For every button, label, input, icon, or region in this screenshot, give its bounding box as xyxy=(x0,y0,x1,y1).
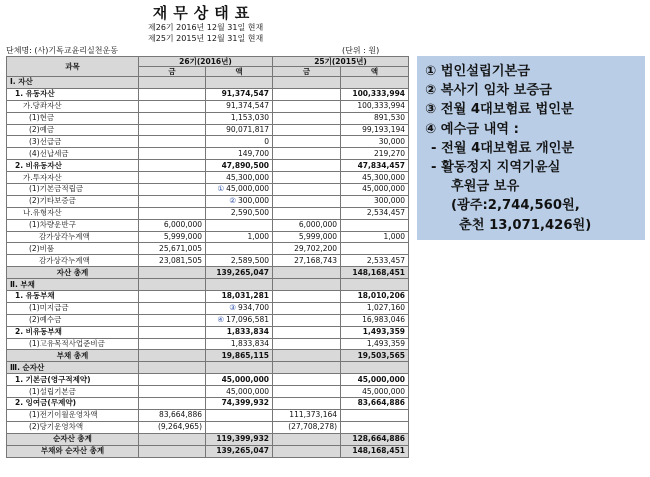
current-amount: 2,590,500 xyxy=(206,207,273,219)
current-sub-amount xyxy=(139,302,206,314)
row-label: 부채와 순자산 총계 xyxy=(7,445,139,457)
col-subject-header: 과목 xyxy=(7,57,139,77)
current-amount: 91,374,547 xyxy=(206,100,273,112)
table-row xyxy=(7,243,409,255)
prior-sub-amount xyxy=(273,88,341,100)
prior-sub-amount xyxy=(273,100,341,112)
prior-amount: 100,333,994 xyxy=(341,88,409,100)
row-label: 가.당좌자산 xyxy=(7,100,139,112)
note-line: - 활동정지 지역기윤실 xyxy=(431,160,561,176)
current-sub-amount xyxy=(139,362,206,374)
statement-title: 재무상태표 xyxy=(152,4,256,22)
prior-amount xyxy=(341,77,409,89)
prior-sub-amount xyxy=(273,77,341,89)
prior-amount: 19,503,565 xyxy=(341,350,409,362)
balance-sheet-table xyxy=(6,56,409,458)
note-marker: ② xyxy=(229,196,236,206)
table-row xyxy=(7,279,409,291)
current-amount xyxy=(206,409,273,421)
row-label: (1)전기이월운영차액 xyxy=(7,409,139,421)
current-amount: 45,000,000 xyxy=(206,374,273,386)
prior-amount: 128,664,886 xyxy=(341,433,409,445)
table-row xyxy=(7,445,409,457)
current-sub-amount xyxy=(139,433,206,445)
table-row xyxy=(7,184,409,196)
prior-sub-amount xyxy=(273,338,341,350)
prior-sub-amount xyxy=(273,302,341,314)
current-sub-amount: 83,664,886 xyxy=(139,409,206,421)
table-row xyxy=(7,172,409,184)
table-row xyxy=(7,231,409,243)
current-amount: 1,833,834 xyxy=(206,326,273,338)
current-amount: 149,700 xyxy=(206,148,273,160)
prior-sub-amount xyxy=(273,267,341,279)
current-sub-amount: 25,671,005 xyxy=(139,243,206,255)
current-sub-amount: (9,264,965) xyxy=(139,421,206,433)
current-amount xyxy=(206,279,273,291)
table-row xyxy=(7,255,409,267)
current-amount: 1,000 xyxy=(206,231,273,243)
current-sub-amount xyxy=(139,100,206,112)
entity-name: 단체명: (사)기독교윤리실천운동 xyxy=(6,46,118,55)
row-label: Ⅱ. 부채 xyxy=(7,279,139,291)
prior-amount: 16,983,046 xyxy=(341,314,409,326)
row-label: (1)고유목적사업준비금 xyxy=(7,338,139,350)
current-amount: 2,589,500 xyxy=(206,255,273,267)
prior-amount: 30,000 xyxy=(341,136,409,148)
prior-sub-amount: 27,168,743 xyxy=(273,255,341,267)
row-label: Ⅲ. 순자산 xyxy=(7,362,139,374)
period-prior: 제25기 2015년 12월 31일 현재 xyxy=(148,34,264,43)
current-sub-amount xyxy=(139,88,206,100)
table-row xyxy=(7,112,409,124)
note-line: 후원금 보유 xyxy=(451,179,520,195)
col-prior-header: 25기(2015년) xyxy=(273,57,409,67)
current-sub-amount: 6,000,000 xyxy=(139,219,206,231)
prior-sub-amount xyxy=(273,350,341,362)
prior-sub-amount xyxy=(273,207,341,219)
row-label: 가.투자자산 xyxy=(7,172,139,184)
row-label: (2)비품 xyxy=(7,243,139,255)
current-sub-amount xyxy=(139,374,206,386)
prior-amount: 1,000 xyxy=(341,231,409,243)
prior-sub-amount: 5,999,000 xyxy=(273,231,341,243)
note-line: - 전월 4대보험료 개인분 xyxy=(431,140,575,156)
col-current-sub-right: 액 xyxy=(206,67,273,77)
current-sub-amount xyxy=(139,398,206,410)
prior-amount: 891,530 xyxy=(341,112,409,124)
table-row xyxy=(7,302,409,314)
current-sub-amount xyxy=(139,124,206,136)
current-sub-amount: 5,999,000 xyxy=(139,231,206,243)
current-amount: 45,000,000 xyxy=(206,386,273,398)
note-marker: ① xyxy=(217,184,225,194)
table-row xyxy=(7,350,409,362)
prior-sub-amount xyxy=(273,326,341,338)
current-sub-amount xyxy=(139,291,206,303)
current-sub-amount xyxy=(139,77,206,89)
note-marker: ③ xyxy=(229,303,236,313)
current-amount xyxy=(206,219,273,231)
row-label: 2. 비유동부채 xyxy=(7,326,139,338)
note-line: ① 법인설립기본금 xyxy=(425,64,530,79)
prior-sub-amount xyxy=(273,195,341,207)
current-sub-amount xyxy=(139,136,206,148)
row-label: Ⅰ. 자산 xyxy=(7,77,139,89)
col-current-header: 26기(2016년) xyxy=(139,57,273,67)
current-amount xyxy=(206,195,273,207)
row-label: 감가상각누계액 xyxy=(7,255,139,267)
prior-amount: 99,193,194 xyxy=(341,124,409,136)
prior-sub-amount xyxy=(273,398,341,410)
current-sub-amount: 23,081,505 xyxy=(139,255,206,267)
current-amount: 139,265,047 xyxy=(206,267,273,279)
col-prior-sub-left: 금 xyxy=(273,67,341,77)
prior-sub-amount xyxy=(273,148,341,160)
current-amount xyxy=(206,243,273,255)
prior-amount: 45,000,000 xyxy=(341,386,409,398)
notes-box xyxy=(417,56,645,240)
table-row xyxy=(7,267,409,279)
table-row xyxy=(7,219,409,231)
row-label: (2)예수금 xyxy=(7,314,139,326)
row-label: 1. 기본금(영구적제약) xyxy=(7,374,139,386)
current-sub-amount xyxy=(139,338,206,350)
current-amount: 1,153,030 xyxy=(206,112,273,124)
current-sub-amount xyxy=(139,350,206,362)
row-label: (1)설립기본금 xyxy=(7,386,139,398)
row-label: 1. 유동자산 xyxy=(7,88,139,100)
current-sub-amount xyxy=(139,267,206,279)
prior-sub-amount: (27,708,278) xyxy=(273,421,341,433)
prior-sub-amount xyxy=(273,160,341,172)
prior-amount: 1,493,359 xyxy=(341,338,409,350)
row-label: 순자산 총계 xyxy=(7,433,139,445)
prior-sub-amount xyxy=(273,433,341,445)
amount-value: 300,000 xyxy=(238,196,270,206)
note-line: (광주:2,744,560원, xyxy=(451,198,580,214)
prior-sub-amount xyxy=(273,184,341,196)
row-label: (2)예금 xyxy=(7,124,139,136)
prior-sub-amount xyxy=(273,314,341,326)
prior-amount: 1,027,160 xyxy=(341,302,409,314)
current-amount: 139,265,047 xyxy=(206,445,273,457)
prior-amount xyxy=(341,409,409,421)
table-row xyxy=(7,148,409,160)
prior-sub-amount xyxy=(273,136,341,148)
current-sub-amount xyxy=(139,279,206,291)
prior-amount: 47,834,457 xyxy=(341,160,409,172)
prior-amount: 219,270 xyxy=(341,148,409,160)
table-row xyxy=(7,160,409,172)
current-amount: 74,399,932 xyxy=(206,398,273,410)
prior-amount: 148,168,451 xyxy=(341,267,409,279)
current-sub-amount xyxy=(139,148,206,160)
row-label: (2)당기운영차액 xyxy=(7,421,139,433)
current-sub-amount xyxy=(139,112,206,124)
current-sub-amount xyxy=(139,160,206,172)
table-row xyxy=(7,136,409,148)
prior-amount: 18,010,206 xyxy=(341,291,409,303)
prior-amount xyxy=(341,279,409,291)
note-line: ③ 전월 4대보험료 법인분 xyxy=(425,102,574,118)
table-row xyxy=(7,88,409,100)
table-row xyxy=(7,326,409,338)
table-row xyxy=(7,409,409,421)
row-label: 나.유형자산 xyxy=(7,207,139,219)
prior-sub-amount xyxy=(273,291,341,303)
note-line: 춘천 13,071,426원) xyxy=(459,217,592,233)
current-amount xyxy=(206,421,273,433)
current-sub-amount xyxy=(139,386,206,398)
current-amount: 119,399,932 xyxy=(206,433,273,445)
current-amount: 45,300,000 xyxy=(206,172,273,184)
row-label: (1)차량운반구 xyxy=(7,219,139,231)
prior-sub-amount xyxy=(273,445,341,457)
row-label: 1. 유동부채 xyxy=(7,291,139,303)
col-prior-sub-right: 액 xyxy=(341,67,409,77)
table-row xyxy=(7,100,409,112)
table-row xyxy=(7,362,409,374)
current-amount: 18,031,281 xyxy=(206,291,273,303)
row-label: 자산 총계 xyxy=(7,267,139,279)
current-amount xyxy=(206,314,273,326)
row-label: (1)미지급금 xyxy=(7,302,139,314)
prior-amount: 2,534,457 xyxy=(341,207,409,219)
current-amount xyxy=(206,302,273,314)
prior-sub-amount: 29,702,200 xyxy=(273,243,341,255)
table-row xyxy=(7,195,409,207)
current-sub-amount xyxy=(139,172,206,184)
row-label: 2. 잉여금(무제약) xyxy=(7,398,139,410)
prior-amount xyxy=(341,243,409,255)
current-sub-amount xyxy=(139,314,206,326)
table-row xyxy=(7,338,409,350)
current-sub-amount xyxy=(139,326,206,338)
current-sub-amount xyxy=(139,445,206,457)
prior-amount xyxy=(341,219,409,231)
col-current-sub-left: 금 xyxy=(139,67,206,77)
note-marker: ④ xyxy=(217,315,225,325)
prior-sub-amount: 6,000,000 xyxy=(273,219,341,231)
row-label: 감가상각누계액 xyxy=(7,231,139,243)
prior-sub-amount xyxy=(273,362,341,374)
table-row xyxy=(7,124,409,136)
table-row xyxy=(7,207,409,219)
unit-label: (단위 : 원) xyxy=(342,46,380,55)
table-row xyxy=(7,421,409,433)
prior-sub-amount xyxy=(273,172,341,184)
prior-sub-amount: 111,373,164 xyxy=(273,409,341,421)
row-label: (4)선납세금 xyxy=(7,148,139,160)
prior-sub-amount xyxy=(273,386,341,398)
row-label: 2. 비유동자산 xyxy=(7,160,139,172)
current-sub-amount xyxy=(139,195,206,207)
prior-amount: 100,333,994 xyxy=(341,100,409,112)
row-label: (2)기타보증금 xyxy=(7,195,139,207)
current-amount: 1,833,834 xyxy=(206,338,273,350)
note-line: ② 복사기 임차 보증금 xyxy=(425,83,552,99)
table-row xyxy=(7,386,409,398)
current-amount xyxy=(206,184,273,196)
amount-value: 45,000,000 xyxy=(226,184,270,194)
table-row xyxy=(7,374,409,386)
prior-amount xyxy=(341,362,409,374)
table-row xyxy=(7,291,409,303)
prior-sub-amount xyxy=(273,112,341,124)
prior-amount: 45,000,000 xyxy=(341,374,409,386)
prior-amount xyxy=(341,421,409,433)
amount-value: 17,096,581 xyxy=(226,315,270,325)
row-label: 부채 총계 xyxy=(7,350,139,362)
prior-amount: 45,300,000 xyxy=(341,172,409,184)
prior-amount: 148,168,451 xyxy=(341,445,409,457)
row-label: (3)선급금 xyxy=(7,136,139,148)
prior-amount: 45,000,000 xyxy=(341,184,409,196)
balance-sheet-body xyxy=(7,77,409,458)
current-amount: 19,865,115 xyxy=(206,350,273,362)
prior-amount: 1,493,359 xyxy=(341,326,409,338)
current-amount: 47,890,500 xyxy=(206,160,273,172)
prior-amount: 300,000 xyxy=(341,195,409,207)
row-label: (1)기본금적립금 xyxy=(7,184,139,196)
prior-amount: 2,533,457 xyxy=(341,255,409,267)
amount-value: 934,700 xyxy=(238,303,270,313)
current-amount xyxy=(206,77,273,89)
current-amount: 91,374,547 xyxy=(206,88,273,100)
period-current: 제26기 2016년 12월 31일 현재 xyxy=(148,23,264,32)
current-sub-amount xyxy=(139,207,206,219)
prior-amount: 83,664,886 xyxy=(341,398,409,410)
current-amount: 0 xyxy=(206,136,273,148)
note-line: ④ 예수금 내역 : xyxy=(425,121,519,137)
current-sub-amount xyxy=(139,184,206,196)
prior-sub-amount xyxy=(273,124,341,136)
table-row xyxy=(7,77,409,89)
current-amount: 90,071,817 xyxy=(206,124,273,136)
current-amount xyxy=(206,362,273,374)
table-row xyxy=(7,314,409,326)
prior-sub-amount xyxy=(273,279,341,291)
prior-sub-amount xyxy=(273,374,341,386)
table-row xyxy=(7,433,409,445)
row-label: (1)현금 xyxy=(7,112,139,124)
table-row xyxy=(7,398,409,410)
